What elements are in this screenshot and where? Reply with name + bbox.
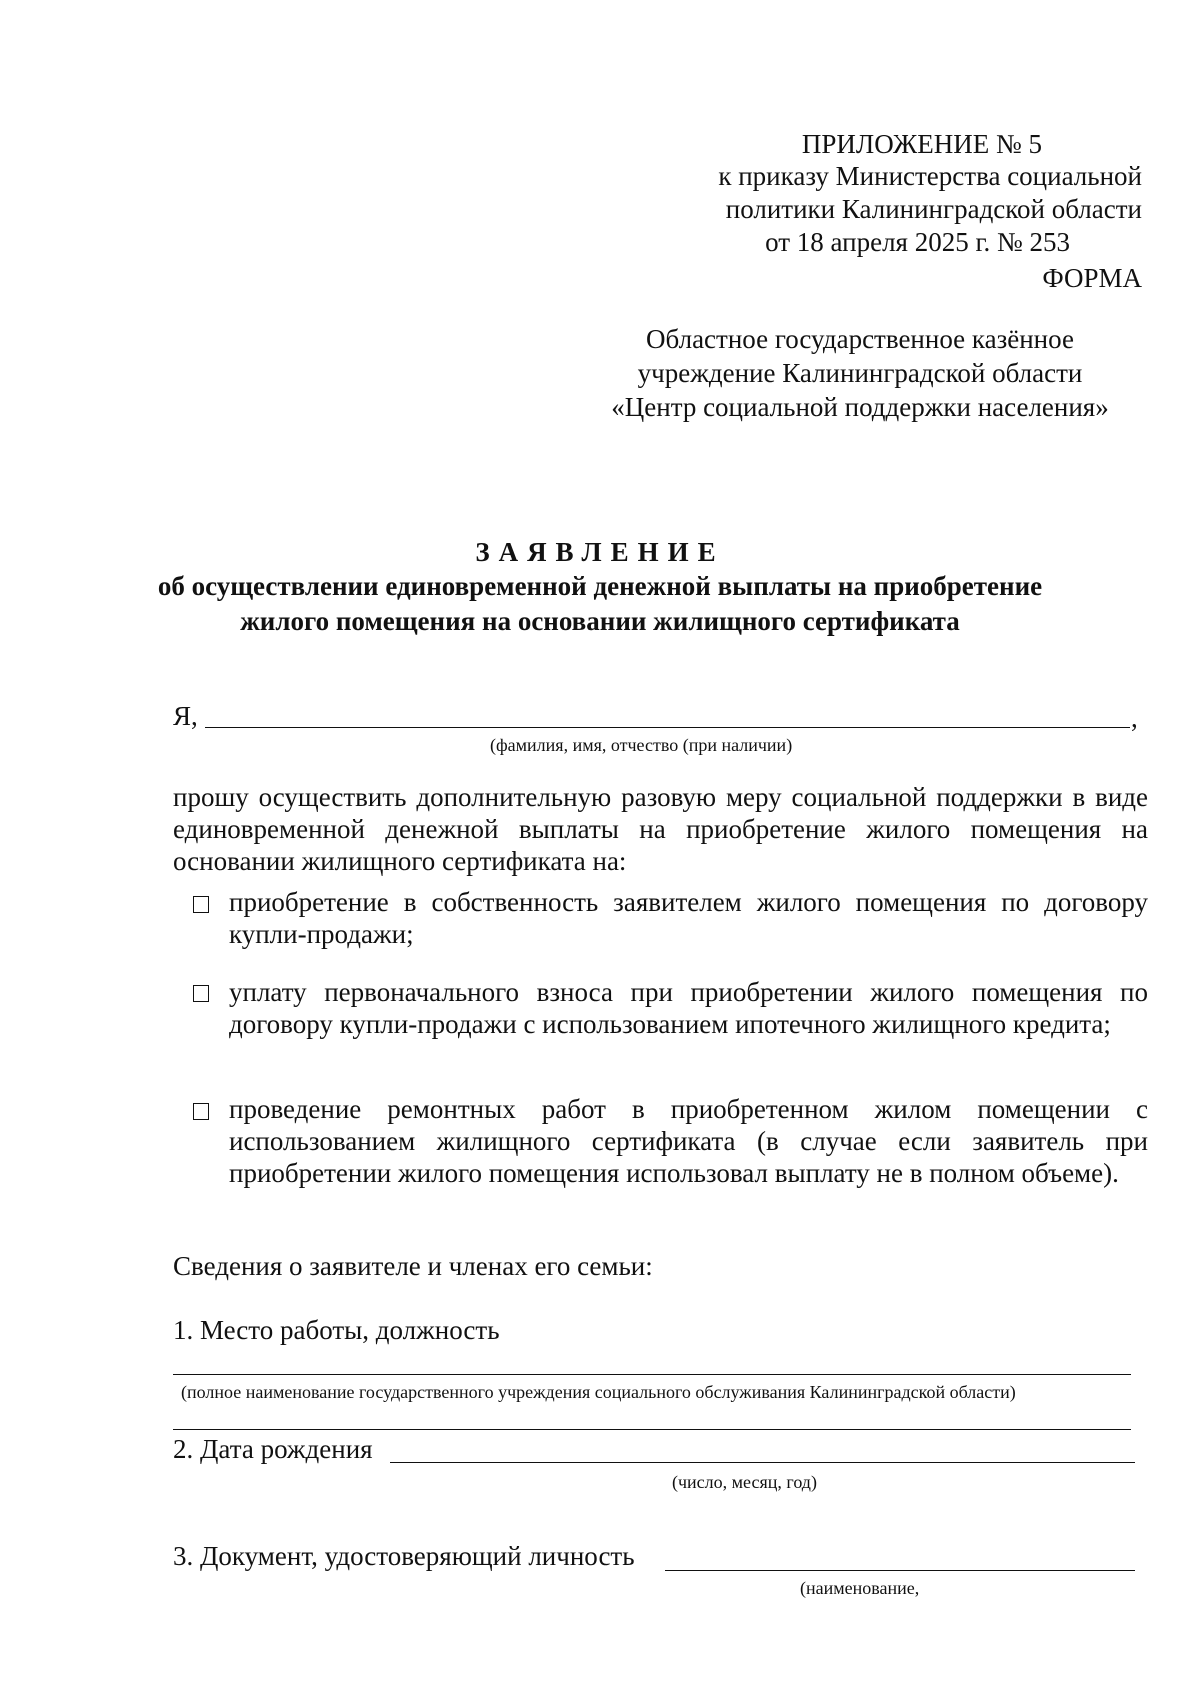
option-3-checkbox[interactable] xyxy=(193,1103,209,1120)
birthdate-field[interactable] xyxy=(390,1438,1135,1463)
applicant-suffix: , xyxy=(1131,703,1138,733)
workplace-hint: (полное наименование государственного учреждения социального обслуживания Калининградской области) xyxy=(181,1382,1016,1402)
appendix-number: ПРИЛОЖЕНИЕ № 5 xyxy=(801,129,1042,159)
order-reference-line1: к приказу Министерства социальной xyxy=(718,161,1142,191)
request-paragraph: прошу осуществить дополнительную разовую меру социальной поддержки в виде единовременной денежной выплаты на приобретение жилого помещения на основании жилищного сертификата на: xyxy=(173,782,1148,876)
option-2-checkbox[interactable] xyxy=(193,985,209,1002)
option-1-text: приобретение в собственность заявителем жилого помещения по договору купли-продажи; xyxy=(229,887,1148,949)
family-info-heading: Сведения о заявителе и членах его семьи: xyxy=(173,1251,653,1281)
document-title: ЗАЯВЛЕНИЕ xyxy=(475,537,725,567)
birthdate-label: 2. Дата рождения xyxy=(173,1434,373,1464)
id-document-field[interactable] xyxy=(665,1546,1135,1571)
applicant-prefix: Я, xyxy=(173,701,198,731)
option-3-text: проведение ремонтных работ в приобретенном жилом помещении с использованием жилищного сертификата (в случае если заявитель при приобретении жилого помещения использовал выплату не в полном объеме). xyxy=(229,1094,1148,1188)
order-date: от 18 апреля 2025 г. № 253 xyxy=(765,227,1070,257)
document-subtitle-line2: жилого помещения на основании жилищного сертификата xyxy=(240,606,960,636)
recipient-line3: «Центр социальной поддержки населения» xyxy=(611,392,1109,422)
id-document-hint: (наименование, xyxy=(800,1578,920,1598)
birthdate-hint: (число, месяц, год) xyxy=(672,1472,817,1492)
option-2-text: уплату первоначального взноса при приобретении жилого помещения по договору купли-продажи с использованием ипотечного жилищного кредита; xyxy=(229,977,1148,1039)
workplace-field-2[interactable] xyxy=(173,1405,1131,1430)
document-subtitle-line1: об осуществлении единовременной денежной выплаты на приобретение xyxy=(157,571,1043,601)
workplace-label: 1. Место работы, должность xyxy=(173,1315,500,1345)
recipient-line2: учреждение Калининградской области xyxy=(637,358,1083,388)
order-reference-line2: политики Калининградской области xyxy=(725,194,1142,224)
form-label: ФОРМА xyxy=(1042,263,1142,293)
option-1-checkbox[interactable] xyxy=(193,896,209,913)
workplace-field[interactable] xyxy=(173,1350,1131,1375)
recipient-line1: Областное государственное казённое xyxy=(646,324,1074,354)
applicant-name-field[interactable] xyxy=(205,703,1130,728)
id-document-label: 3. Документ, удостоверяющий личность xyxy=(173,1541,635,1571)
applicant-name-hint: (фамилия, имя, отчество (при наличии) xyxy=(490,735,793,755)
